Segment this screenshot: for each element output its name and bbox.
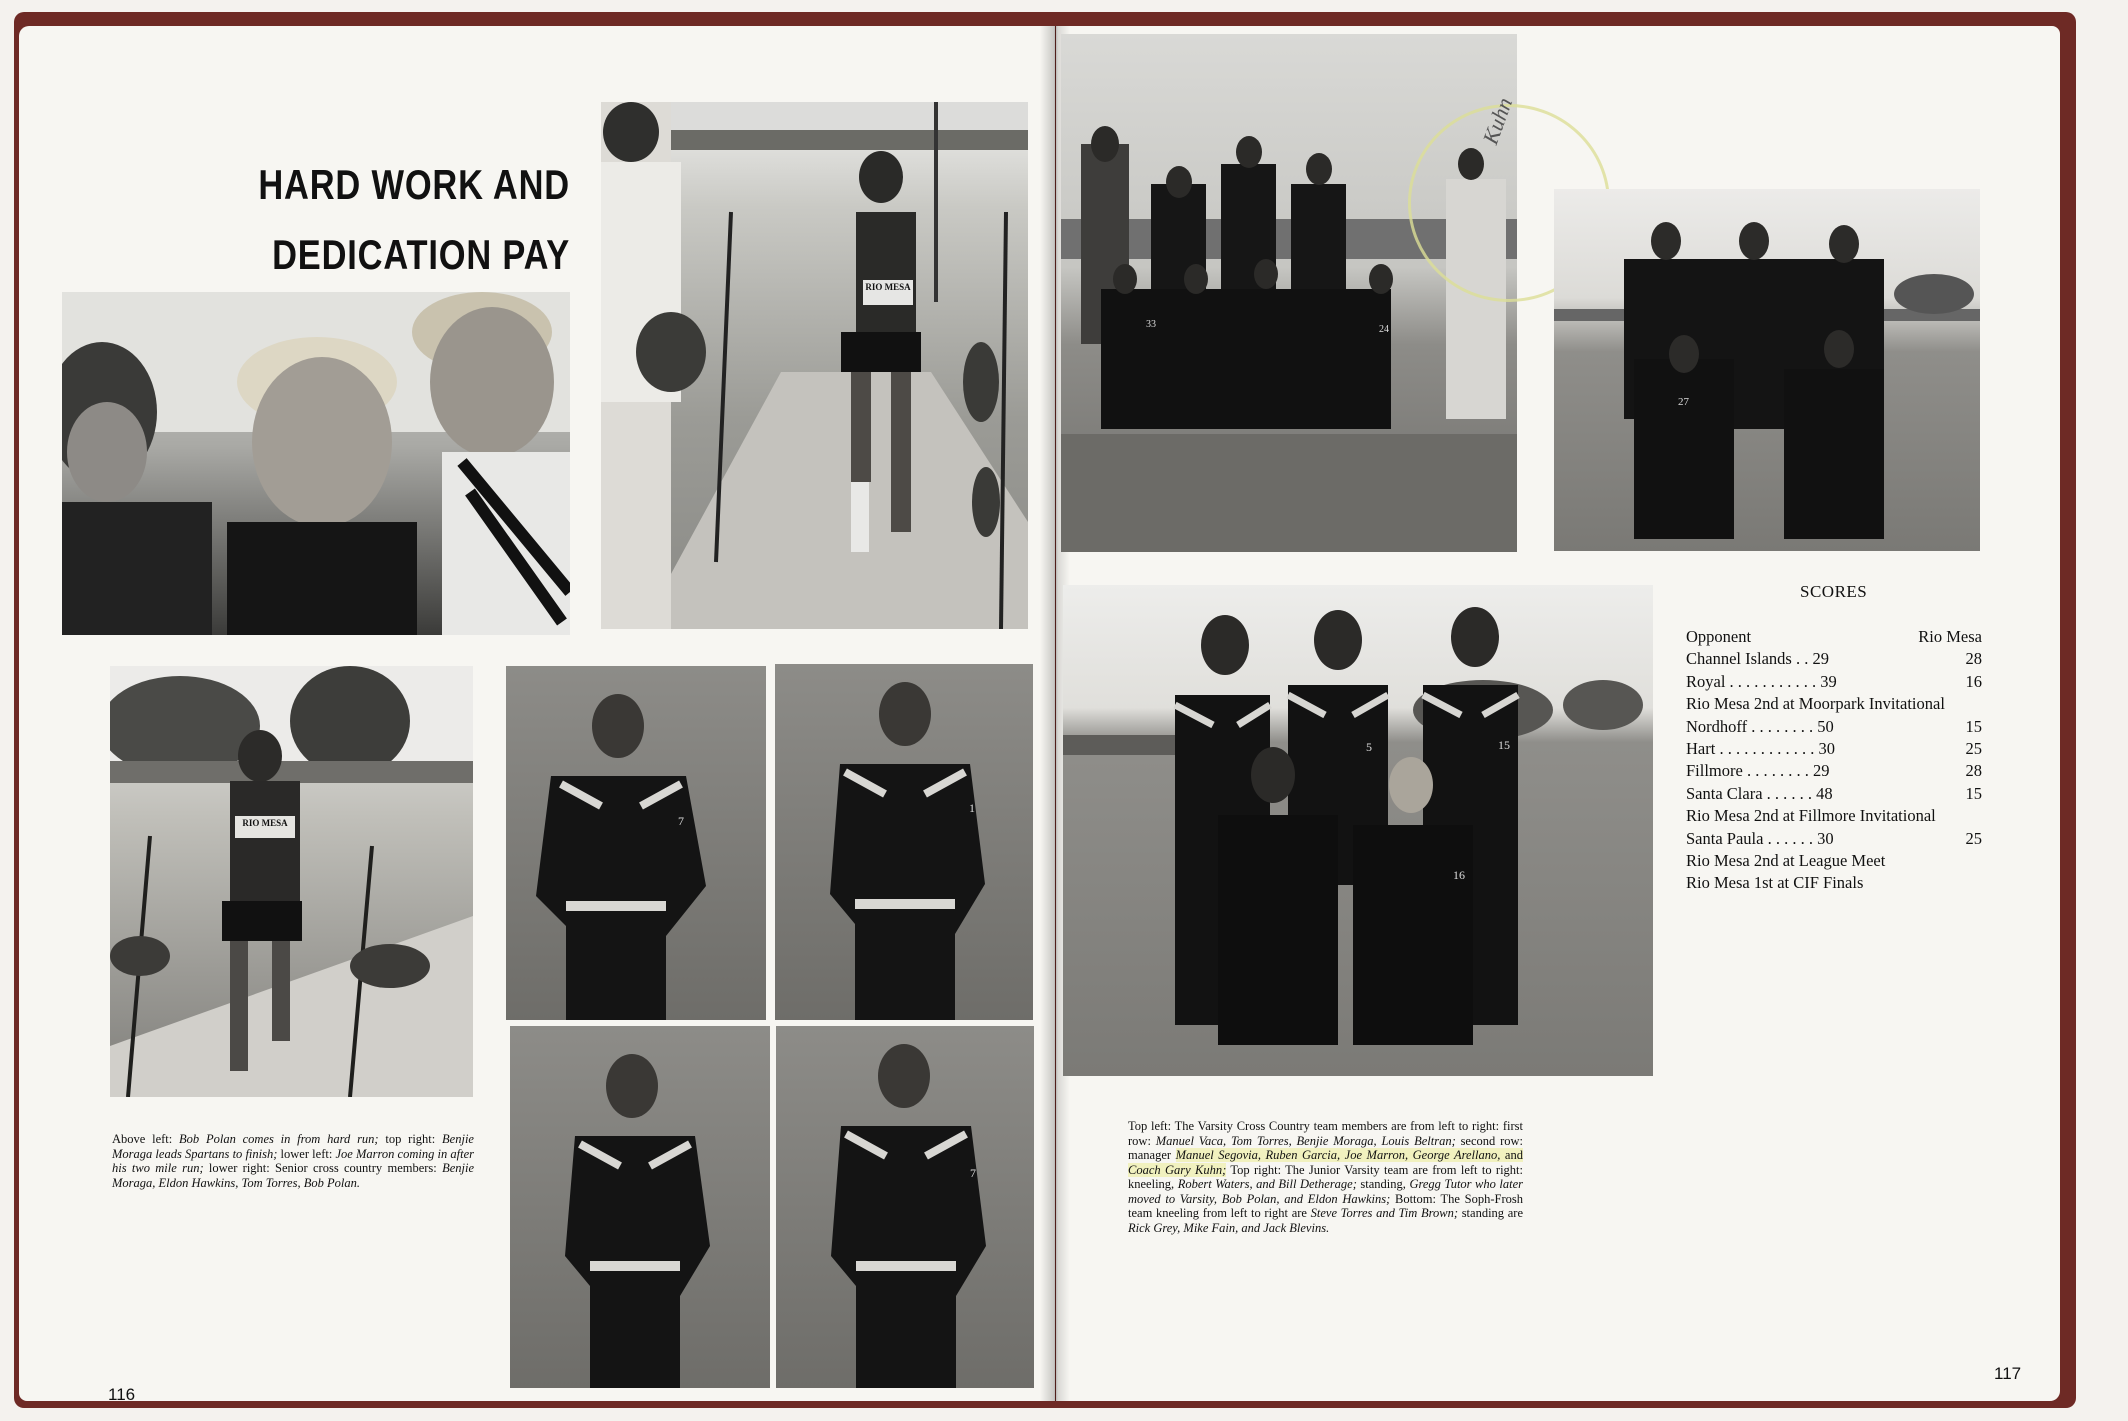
score-row-label: Rio Mesa 2nd at Fillmore Invitational xyxy=(1686,806,1936,826)
right-caption-text: standing are xyxy=(1458,1206,1523,1220)
score-row-label: Royal . . . . . . . . . . . 39 xyxy=(1686,671,1837,691)
page-number-left: 116 xyxy=(108,1385,136,1404)
left-caption-text: Bob Polan comes in from hard run; xyxy=(179,1132,379,1146)
scores-title: SCORES xyxy=(1800,582,1868,601)
photo-jv-team xyxy=(1554,189,1980,551)
photo-runner-marron xyxy=(110,666,473,1097)
scores-header-opponent: Opponent xyxy=(1686,627,1752,646)
headline-line-1: HARD WORK AND xyxy=(258,161,570,208)
right-caption-text: second row: manager xyxy=(1128,1133,1523,1162)
left-caption-text: Benjie Moraga leads Spartans to finish; xyxy=(112,1132,474,1161)
jersey-number-1: 7 xyxy=(678,814,684,828)
photo-varsity-team xyxy=(1061,34,1517,552)
score-row xyxy=(1686,783,1982,805)
score-row-label: Channel Islands . . 29 xyxy=(1686,649,1829,669)
jv-jersey-number: 27 xyxy=(1678,396,1689,408)
score-row xyxy=(1686,872,1982,894)
scores-header-rio-mesa: Rio Mesa xyxy=(1918,627,1982,646)
soph-jersey-number-1: 15 xyxy=(1498,738,1510,752)
score-row-label: Fillmore . . . . . . . . 29 xyxy=(1686,761,1830,781)
right-caption-text: and xyxy=(1500,1148,1523,1162)
varsity-jersey-number-1: 33 xyxy=(1146,319,1156,330)
right-caption-text: Bottom: The Soph-Frosh team kneeling from left to right are xyxy=(1128,1191,1523,1220)
right-caption-text: Steve Torres and Tim Brown; xyxy=(1310,1206,1459,1220)
score-row xyxy=(1686,648,1982,670)
jersey-label-rio-mesa-2: RIO MESA xyxy=(242,818,288,828)
score-row-result xyxy=(1956,850,1982,872)
right-caption-text: Top left: The Varsity Cross Country team members are from left to right: first row: xyxy=(1128,1119,1523,1148)
score-row-label: Santa Clara . . . . . . 48 xyxy=(1686,783,1833,803)
photo-senior-2 xyxy=(775,664,1033,1020)
photo-soph-frosh-team xyxy=(1063,585,1653,1076)
jersey-number-2: 1 xyxy=(969,801,975,815)
right-caption-text: Manuel Vaca, Tom Torres, Benjie Moraga, Louis Beltran; xyxy=(1155,1133,1456,1148)
scores-table xyxy=(1686,626,1982,895)
left-caption-text: lower right: Senior cross country members: xyxy=(203,1161,443,1175)
photo-senior-4 xyxy=(776,1026,1034,1388)
score-row-result: 28 xyxy=(1965,761,1982,781)
page-number-right: 117 xyxy=(1994,1364,2022,1383)
photo-senior-3 xyxy=(510,1026,770,1388)
jersey-label-rio-mesa: RIO MESA xyxy=(865,282,911,292)
right-caption xyxy=(1128,1119,1523,1235)
left-caption-text: lower left: xyxy=(277,1146,336,1161)
soph-jersey-number-3: 16 xyxy=(1453,868,1465,882)
score-row xyxy=(1686,805,1982,827)
score-row xyxy=(1686,693,1982,715)
right-caption-text: standing, xyxy=(1356,1177,1410,1191)
left-caption-text: Benjie Moraga, Eldon Hawkins, Tom Torres, Bob Polan. xyxy=(112,1161,475,1190)
soph-jersey-number-2: 5 xyxy=(1366,740,1372,754)
scores-header xyxy=(1686,626,1982,648)
left-caption xyxy=(112,1132,474,1190)
left-caption-text: top right: xyxy=(378,1132,443,1146)
photo-senior-1 xyxy=(506,666,766,1020)
score-row-result xyxy=(1956,805,1982,827)
score-row xyxy=(1686,671,1982,693)
score-row-label: Rio Mesa 2nd at Moorpark Invitational xyxy=(1686,694,1945,714)
score-row-result xyxy=(1956,872,1982,894)
score-row xyxy=(1686,716,1982,738)
score-row-result: 15 xyxy=(1965,783,1982,803)
score-row-result: 25 xyxy=(1965,739,1982,759)
score-row-result: 16 xyxy=(1965,671,1982,691)
right-caption-text: Gregg Tutor who later moved to Varsity, Bob Polan, and Eldon Hawkins; xyxy=(1128,1177,1524,1206)
score-row-result xyxy=(1956,693,1982,715)
left-caption-text: Joe Marron coming in after his two mile run; xyxy=(112,1146,474,1175)
left-caption-text: Above left: xyxy=(112,1132,180,1146)
right-caption-text: Manuel Segovia, Ruben Garcia, Joe Marron, George Arellano, xyxy=(1175,1148,1501,1162)
score-row-label: Santa Paula . . . . . . 30 xyxy=(1686,828,1834,848)
scores-rows xyxy=(1686,648,1982,894)
score-row-label: Hart . . . . . . . . . . . . 30 xyxy=(1686,739,1835,759)
score-row-label: Rio Mesa 1st at CIF Finals xyxy=(1686,873,1864,893)
photo-runners-closeup xyxy=(62,292,570,635)
score-row-result: 28 xyxy=(1965,649,1982,669)
right-caption-text: Rick Grey, Mike Fain, and Jack Blevins. xyxy=(1128,1220,1330,1235)
score-row xyxy=(1686,828,1982,850)
right-caption-text: Robert Waters, and Bill Detherage; xyxy=(1177,1177,1357,1191)
score-row xyxy=(1686,738,1982,760)
score-row-result: 25 xyxy=(1965,828,1982,848)
score-row xyxy=(1686,760,1982,782)
right-caption-text: Top right: The Junior Varsity team are from left to right: kneeling, xyxy=(1128,1162,1523,1191)
score-row-label: Nordhoff . . . . . . . . 50 xyxy=(1686,716,1834,736)
photo-runner-finish xyxy=(601,102,1028,629)
score-row-label: Rio Mesa 2nd at League Meet xyxy=(1686,851,1886,871)
jersey-number-3: 7 xyxy=(970,1166,976,1180)
score-row-result: 15 xyxy=(1965,716,1982,736)
pencil-note: Kuhn xyxy=(1477,94,1518,148)
headline-line-2: DEDICATION PAY xyxy=(272,231,570,278)
score-row xyxy=(1686,850,1982,872)
right-caption-text: Coach Gary Kuhn; xyxy=(1128,1162,1227,1177)
varsity-jersey-number-2: 24 xyxy=(1379,324,1389,335)
